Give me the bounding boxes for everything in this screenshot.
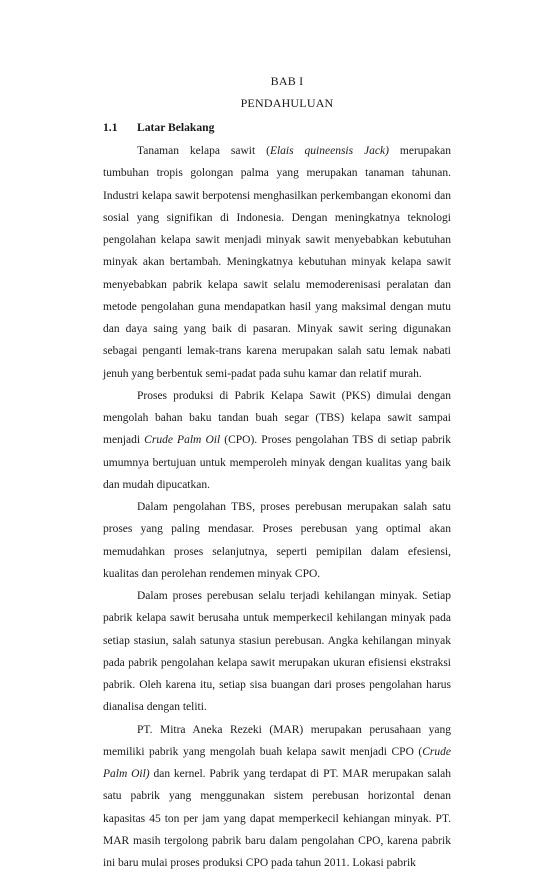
paragraph <box>103 140 451 385</box>
paragraph-text: (CPO). Proses pengolahan TBS di setiap pabrik umumnya bertujuan untuk memperoleh minyak dengan kualitas yang baik dan mudah dipucatkan. <box>103 434 451 491</box>
chapter-label: BAB I <box>12 74 550 89</box>
paragraph-text: Dalam proses perebusan selalu terjadi kehilangan minyak. Setiap pabrik kelapa sawit berusaha untuk memperkecil kehilangan minyak pada setiap stasiun, salah satunya stasiun perebusan. Angka kehilangan minyak pada pabrik pengolahan kelapa sawit merupakan ukuran efisiensi ekstraksi pabrik. Oleh karena itu, setiap sisa buangan dari proses pengolahan harus dianalisa dengan teliti. <box>103 590 451 713</box>
paragraph-text: dan kernel. Pabrik yang terdapat di PT. MAR merupakan salah satu pabrik yang menggunakan sistem perebusan horizontal denan kapasitas 45 ton per jam yang dapat memperkecil kehiangan minyak. PT. MAR masih tergolong pabrik baru dalam pengolahan CPO, karena pabrik ini baru mulai proses produksi CPO pada tahun 2011. Lokasi pabrik <box>103 768 451 869</box>
paragraph-text: Proses produksi di Pabrik Kelapa Sawit (PKS) dimulai dengan mengolah bahan baku tandan buah segar (TBS) kelapa sawit sampai menjadi <box>103 390 451 447</box>
term-crude-palm-oil: Crude Palm Oil) <box>103 746 451 780</box>
paragraph-text: Dalam pengolahan TBS, proses perebusan merupakan salah satu proses yang paling mendasar. Proses perebusan yang optimal akan memudahkan proses selanjutnya, seperti pemipilan dalam efesiensi, kualitas dan perolehan rendemen minyak CPO. <box>103 501 451 580</box>
paragraph <box>103 496 451 585</box>
section-heading <box>103 121 214 134</box>
section-number: 1.1 <box>103 121 137 134</box>
paragraph <box>103 585 451 719</box>
paragraph-text: merupakan tumbuhan tropis golongan palma yang merupakan tanaman tahunan. Industri kelapa sawit berpotensi menghasilkan perkembangan ekonomi dan sosial yang signifikan di Indonesia. Dengan meningkatnya teknologi pengolahan kelapa sawit menjadi minyak sawit menyebabkan kebutuhan minyak akan bertambah. Meningkatnya kebutuhan minyak kelapa sawit menyebabkan pabrik kelapa sawit selalu memoderenisasi peralatan dan metode pengolahan guna mendapatkan hasil yang maksimal dengan mutu dan daya saing yang baik di pasaran. Minyak sawit sering digunakan sebagai penganti lemak-trans karena merupakan salah satu lemak nabati jenuh yang berbentuk semi-padat pada suhu kamar dan relatif murah. <box>103 145 451 380</box>
paragraph-text: PT. Mitra Aneka Rezeki (MAR) merupakan perusahaan yang memiliki pabrik yang mengolah buah kelapa sawit menjadi CPO ( <box>103 724 451 758</box>
paragraph <box>103 719 451 874</box>
species-name: Elais quineensis Jack) <box>270 145 389 157</box>
body-text <box>103 140 451 874</box>
paragraph <box>103 385 451 496</box>
term-crude-palm-oil: Crude Palm Oil <box>144 434 220 446</box>
chapter-title: PENDAHULUAN <box>12 96 550 111</box>
paragraph-text: Tanaman kelapa sawit ( <box>137 145 270 157</box>
section-title: Latar Belakang <box>137 121 214 134</box>
